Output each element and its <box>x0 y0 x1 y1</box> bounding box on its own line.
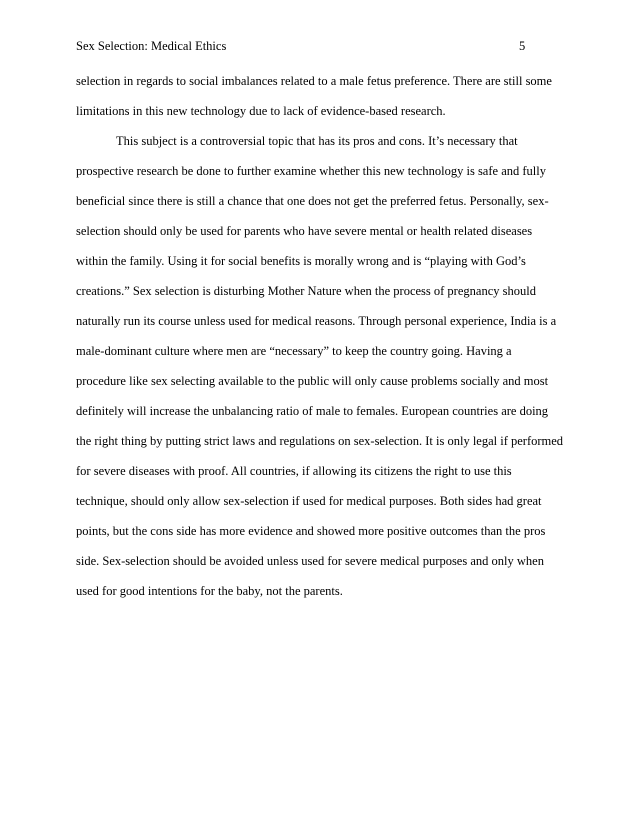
body-text-line: technique, should only allow sex-selection if used for medical purposes. Both sides had great <box>76 494 542 508</box>
running-head: Sex Selection: Medical Ethics <box>76 39 227 53</box>
body-text-line: procedure like sex selecting available to the public will only cause problems socially and most <box>76 374 549 388</box>
body-text-line: used for good intentions for the baby, not the parents. <box>76 584 343 598</box>
body-text-line: definitely will increase the unbalancing ratio of male to females. European countries are doing <box>76 404 549 418</box>
body-text-line: selection in regards to social imbalances related to a male fetus preference. There are still some <box>76 74 552 88</box>
body-text-line: male-dominant culture where men are “necessary” to keep the country going. Having a <box>76 344 512 358</box>
body-text-line: the right thing by putting strict laws and regulations on sex-selection. It is only legal if performed <box>76 434 564 448</box>
body-text-line: prospective research be done to further examine whether this new technology is safe and fully <box>76 164 546 178</box>
body-text-line: side. Sex-selection should be avoided unless used for severe medical purposes and only when <box>76 554 544 568</box>
body-text-line: creations.” Sex selection is disturbing Mother Nature when the process of pregnancy should <box>76 284 536 298</box>
body-text-line: within the family. Using it for social benefits is morally wrong and is “playing with God’s <box>76 254 526 268</box>
body-text-line: for severe diseases with proof. All countries, if allowing its citizens the right to use this <box>76 464 512 478</box>
page-number: 5 <box>519 39 526 53</box>
body-text-line: naturally run its course unless used for medical reasons. Through personal experience, India is a <box>76 314 557 328</box>
body-text-line: beneficial since there is still a chance that one does not get the preferred fetus. Personally, sex- <box>76 194 549 208</box>
body-text-line: points, but the cons side has more evidence and showed more positive outcomes than the pros <box>76 524 546 538</box>
body-text-line: selection should only be used for parents who have severe mental or health related diseases <box>76 224 533 238</box>
paragraph-first-line: This subject is a controversial topic that has its pros and cons. It’s necessary that <box>116 134 518 148</box>
body-text-line: limitations in this new technology due to lack of evidence-based research. <box>76 104 446 118</box>
